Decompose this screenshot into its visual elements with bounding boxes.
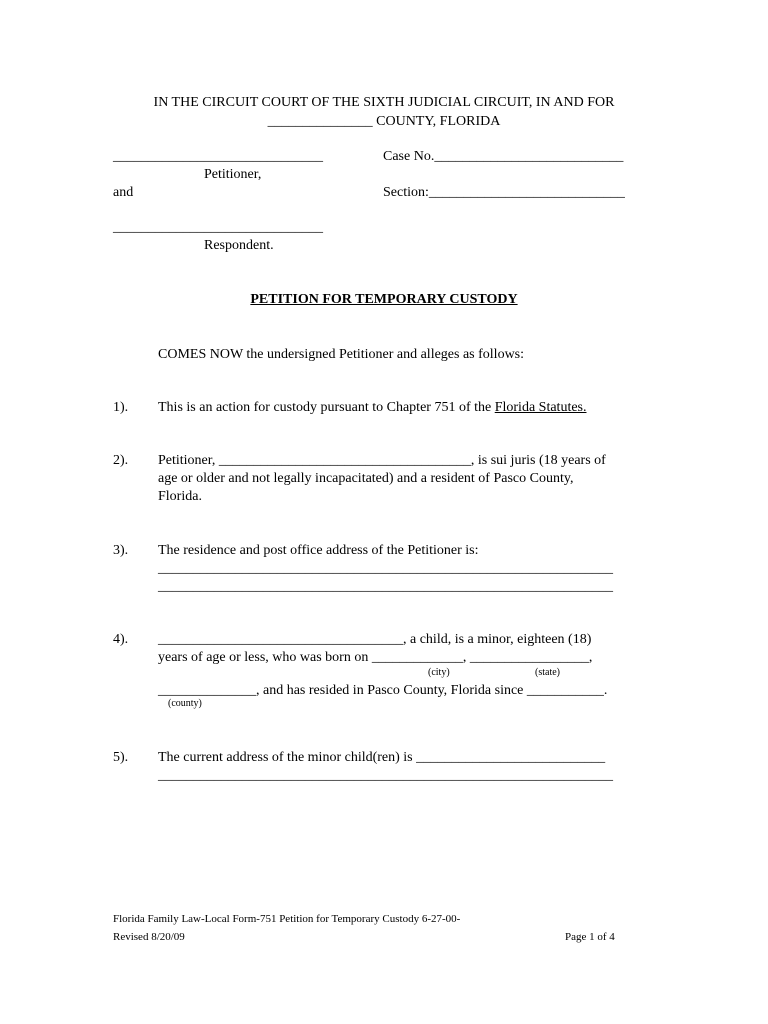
respondent-name-blank[interactable]: ______________________________ <box>113 220 323 235</box>
county-heading: _______________ COUNTY, FLORIDA <box>267 114 501 129</box>
item-2-text-line: Florida. <box>158 489 202 504</box>
petitioner-address-blank[interactable]: _________________________________________________________________ <box>158 579 613 594</box>
item-number: 3). <box>113 543 129 558</box>
and-label: and <box>113 185 134 200</box>
child-address-line[interactable]: The current address of the minor child(ren) is ___________________________ <box>158 750 606 765</box>
petitioner-address-blank[interactable]: _________________________________________________________________ <box>158 561 613 576</box>
birthplace-line[interactable]: years of age or less, who was born on _____________, _________________, <box>158 650 593 665</box>
item-1-text <box>158 399 587 416</box>
county-caption: (county) <box>168 698 202 709</box>
petitioner-label: Petitioner, <box>204 167 262 182</box>
item-1-statement: This is an action for custody pursuant to Chapter 751 of the <box>158 400 495 415</box>
court-heading: IN THE CIRCUIT COURT OF THE SIXTH JUDICIAL CIRCUIT, IN AND FOR <box>153 95 615 110</box>
footer-form-id: Florida Family Law-Local Form-751 Petition for Temporary Custody 6-27-00- <box>113 913 461 925</box>
respondent-label: Respondent. <box>204 238 274 253</box>
item-number: 1). <box>113 400 129 415</box>
petitioner-name-blank[interactable]: ______________________________ <box>113 149 323 164</box>
county-residence-line[interactable]: ______________, and has resided in Pasco County, Florida since ___________. <box>158 683 608 698</box>
item-number: 2). <box>113 453 129 468</box>
florida-statutes-reference: Florida Statutes. <box>494 400 587 415</box>
item-number: 4). <box>113 632 129 647</box>
state-caption: (state) <box>535 667 560 678</box>
child-name-line[interactable]: ___________________________________, a child, is a minor, eighteen (18) <box>158 632 592 647</box>
item-3-text: The residence and post office address of the Petitioner is: <box>158 543 479 558</box>
child-address-blank[interactable]: _________________________________________________________________ <box>158 768 613 783</box>
petitioner-name-line[interactable]: Petitioner, ____________________________________, is sui juris (18 years of <box>158 453 606 468</box>
footer-revised-date: Revised 8/20/09 <box>113 931 185 943</box>
document-title: PETITION FOR TEMPORARY CUSTODY <box>250 292 518 307</box>
intro-paragraph: COMES NOW the undersigned Petitioner and alleges as follows: <box>158 347 525 362</box>
item-number: 5). <box>113 750 129 765</box>
city-caption: (city) <box>428 667 450 678</box>
section-field[interactable]: Section:____________________________ <box>383 185 625 200</box>
page-number: Page 1 of 4 <box>565 931 615 943</box>
case-number-field[interactable]: Case No.___________________________ <box>383 149 624 164</box>
item-2-text-line: age or older and not legally incapacitated) and a resident of Pasco County, <box>158 471 574 486</box>
